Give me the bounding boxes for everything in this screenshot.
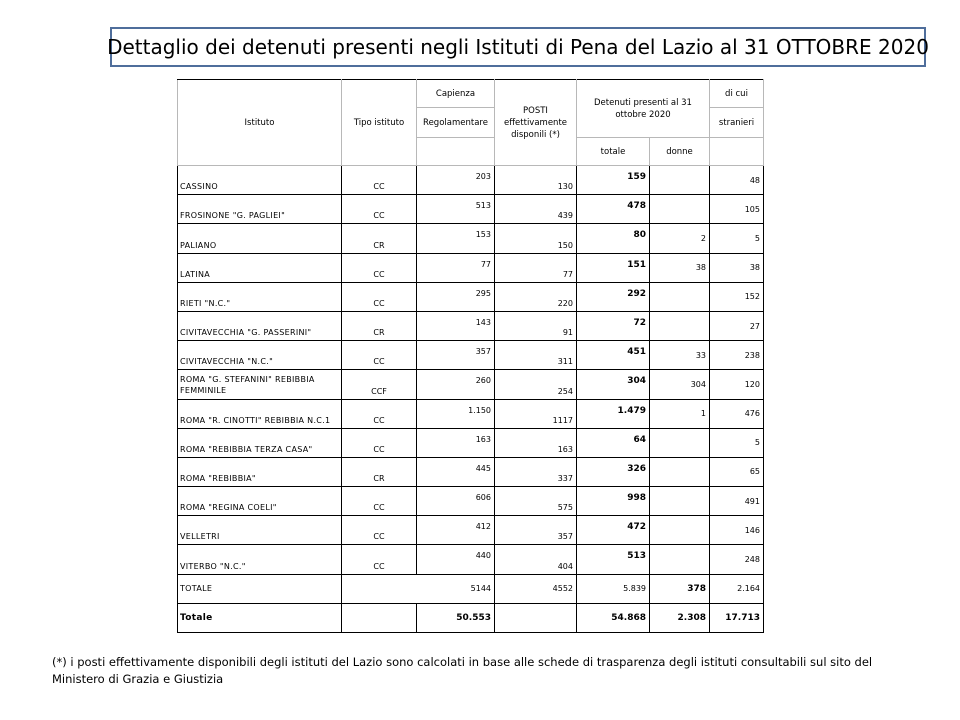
tipo-cell: CC <box>342 428 417 457</box>
stranieri-cell: 48 <box>710 166 764 195</box>
table-row <box>178 516 764 545</box>
posti-cell: 220 <box>495 282 577 311</box>
table-row <box>178 166 764 195</box>
istituto-cell: ROMA "REGINA COELI" <box>178 487 342 516</box>
donne-cell: 2 <box>650 224 710 253</box>
header-regolamentare: Regolamentare <box>417 108 495 138</box>
table-row <box>178 487 764 516</box>
totale-nazionale-empty-cell <box>342 603 417 632</box>
header-istituto: Istituto <box>178 80 342 166</box>
table-row <box>178 311 764 340</box>
regolamentare-cell: 357 <box>417 341 495 370</box>
stranieri-cell: 27 <box>710 311 764 340</box>
posti-cell: 404 <box>495 545 577 574</box>
posti-cell: 91 <box>495 311 577 340</box>
header-tipo-istituto: Tipo istituto <box>342 80 417 166</box>
header-stranieri: stranieri <box>710 108 764 138</box>
donne-cell <box>650 545 710 574</box>
totale-nazionale-label: Totale <box>178 603 342 632</box>
header-detenuti-presenti: Detenuti presenti al 31 ottobre 2020 <box>577 80 710 138</box>
istituto-cell: RIETI "N.C." <box>178 282 342 311</box>
posti-cell: 254 <box>495 370 577 399</box>
totale-cell: 151 <box>577 253 650 282</box>
header-stranieri-blank <box>710 138 764 166</box>
totale-cell: 64 <box>577 428 650 457</box>
donne-cell <box>650 457 710 486</box>
regolamentare-cell: 445 <box>417 457 495 486</box>
table-row <box>178 370 764 399</box>
header-posti: POSTI effettivamente disponili (*) <box>495 80 577 166</box>
totale-nazionale-donne: 2.308 <box>650 603 710 632</box>
totale-cell: 304 <box>577 370 650 399</box>
istituto-cell: CASSINO <box>178 166 342 195</box>
donne-cell <box>650 311 710 340</box>
donne-cell: 38 <box>650 253 710 282</box>
stranieri-cell: 491 <box>710 487 764 516</box>
donne-cell: 33 <box>650 341 710 370</box>
stranieri-cell: 248 <box>710 545 764 574</box>
totale-nazionale-stranieri: 17.713 <box>710 603 764 632</box>
totale-label: TOTALE <box>178 574 342 603</box>
tipo-cell: CC <box>342 166 417 195</box>
footnote: (*) i posti effettivamente disponibili degli istituti del Lazio sono calcolati in base alle schede di trasparenza degli istituti consultabili sul sito del Ministero di Grazia e Giustizia <box>52 655 873 686</box>
regolamentare-cell: 1.150 <box>417 399 495 428</box>
posti-cell: 575 <box>495 487 577 516</box>
posti-cell: 1117 <box>495 399 577 428</box>
table-row <box>178 224 764 253</box>
posti-cell: 357 <box>495 516 577 545</box>
tipo-cell: CC <box>342 487 417 516</box>
header-capienza: Capienza <box>417 80 495 108</box>
totale-empty-cell <box>342 574 417 603</box>
detenuti-table <box>177 79 764 633</box>
donne-cell <box>650 166 710 195</box>
tipo-cell: CC <box>342 253 417 282</box>
donne-cell: 1 <box>650 399 710 428</box>
table-row <box>178 399 764 428</box>
posti-cell: 130 <box>495 166 577 195</box>
tipo-cell: CCF <box>342 370 417 399</box>
istituto-cell: ROMA "G. STEFANINI" REBIBBIA FEMMINILE <box>178 370 342 399</box>
totale-cell: 513 <box>577 545 650 574</box>
table-row <box>178 253 764 282</box>
istituto-cell: ROMA "REBIBBIA TERZA CASA" <box>178 428 342 457</box>
donne-cell <box>650 195 710 224</box>
stranieri-cell: 146 <box>710 516 764 545</box>
istituto-cell: CIVITAVECCHIA "N.C." <box>178 341 342 370</box>
posti-cell: 439 <box>495 195 577 224</box>
istituto-cell: PALIANO <box>178 224 342 253</box>
totale-cell: 478 <box>577 195 650 224</box>
istituto-cell: CIVITAVECCHIA "G. PASSERINI" <box>178 311 342 340</box>
totale-stranieri: 2.164 <box>710 574 764 603</box>
stranieri-cell: 152 <box>710 282 764 311</box>
regolamentare-cell: 163 <box>417 428 495 457</box>
istituto-cell: VELLETRI <box>178 516 342 545</box>
posti-cell: 150 <box>495 224 577 253</box>
totale-cell: 292 <box>577 282 650 311</box>
tipo-cell: CR <box>342 224 417 253</box>
totale-regolamentare: 5144 <box>417 574 495 603</box>
tipo-cell: CR <box>342 457 417 486</box>
stranieri-cell: 476 <box>710 399 764 428</box>
stranieri-cell: 120 <box>710 370 764 399</box>
totale-cell: 80 <box>577 224 650 253</box>
regolamentare-cell: 260 <box>417 370 495 399</box>
table-row <box>178 428 764 457</box>
regolamentare-cell: 143 <box>417 311 495 340</box>
istituto-cell: ROMA "REBIBBIA" <box>178 457 342 486</box>
table-row <box>178 545 764 574</box>
istituto-cell: LATINA <box>178 253 342 282</box>
header-totale: totale <box>577 138 650 166</box>
donne-cell <box>650 428 710 457</box>
stranieri-cell: 238 <box>710 341 764 370</box>
istituto-cell: ROMA "R. CINOTTI" REBIBBIA N.C.1 <box>178 399 342 428</box>
table-row <box>178 195 764 224</box>
stranieri-cell: 5 <box>710 224 764 253</box>
regolamentare-cell: 203 <box>417 166 495 195</box>
tipo-cell: CC <box>342 341 417 370</box>
totale-totale: 5.839 <box>577 574 650 603</box>
donne-cell: 304 <box>650 370 710 399</box>
totale-cell: 72 <box>577 311 650 340</box>
totale-donne: 378 <box>650 574 710 603</box>
donne-cell <box>650 487 710 516</box>
table-body <box>178 80 764 633</box>
header-regolamentare-blank <box>417 138 495 166</box>
page-title: Dettaglio dei detenuti presenti negli Istituti di Pena del Lazio al 31 OTTOBRE 2020 <box>110 27 926 67</box>
totale-cell: 326 <box>577 457 650 486</box>
regolamentare-cell: 153 <box>417 224 495 253</box>
table-row <box>178 282 764 311</box>
totale-posti: 4552 <box>495 574 577 603</box>
tipo-cell: CC <box>342 545 417 574</box>
totale-cell: 159 <box>577 166 650 195</box>
totale-nazionale-posti <box>495 603 577 632</box>
header-donne: donne <box>650 138 710 166</box>
totale-cell: 472 <box>577 516 650 545</box>
posti-cell: 311 <box>495 341 577 370</box>
donne-cell <box>650 282 710 311</box>
regolamentare-cell: 440 <box>417 545 495 574</box>
totale-row <box>178 574 764 603</box>
tipo-cell: CC <box>342 282 417 311</box>
donne-cell <box>650 516 710 545</box>
tipo-cell: CC <box>342 399 417 428</box>
totale-cell: 1.479 <box>577 399 650 428</box>
regolamentare-cell: 77 <box>417 253 495 282</box>
tipo-cell: CR <box>342 311 417 340</box>
totale-cell: 451 <box>577 341 650 370</box>
regolamentare-cell: 295 <box>417 282 495 311</box>
totale-cell: 998 <box>577 487 650 516</box>
regolamentare-cell: 606 <box>417 487 495 516</box>
stranieri-cell: 65 <box>710 457 764 486</box>
tipo-cell: CC <box>342 195 417 224</box>
posti-cell: 163 <box>495 428 577 457</box>
stranieri-cell: 5 <box>710 428 764 457</box>
posti-cell: 337 <box>495 457 577 486</box>
totale-nazionale-totale: 54.868 <box>577 603 650 632</box>
table-row <box>178 457 764 486</box>
regolamentare-cell: 412 <box>417 516 495 545</box>
table-row <box>178 341 764 370</box>
tipo-cell: CC <box>342 516 417 545</box>
istituto-cell: VITERBO "N.C." <box>178 545 342 574</box>
posti-cell: 77 <box>495 253 577 282</box>
regolamentare-cell: 513 <box>417 195 495 224</box>
stranieri-cell: 38 <box>710 253 764 282</box>
totale-nazionale-regolamentare: 50.553 <box>417 603 495 632</box>
totale-nazionale-row <box>178 603 764 632</box>
header-di-cui: di cui <box>710 80 764 108</box>
istituto-cell: FROSINONE "G. PAGLIEI" <box>178 195 342 224</box>
stranieri-cell: 105 <box>710 195 764 224</box>
